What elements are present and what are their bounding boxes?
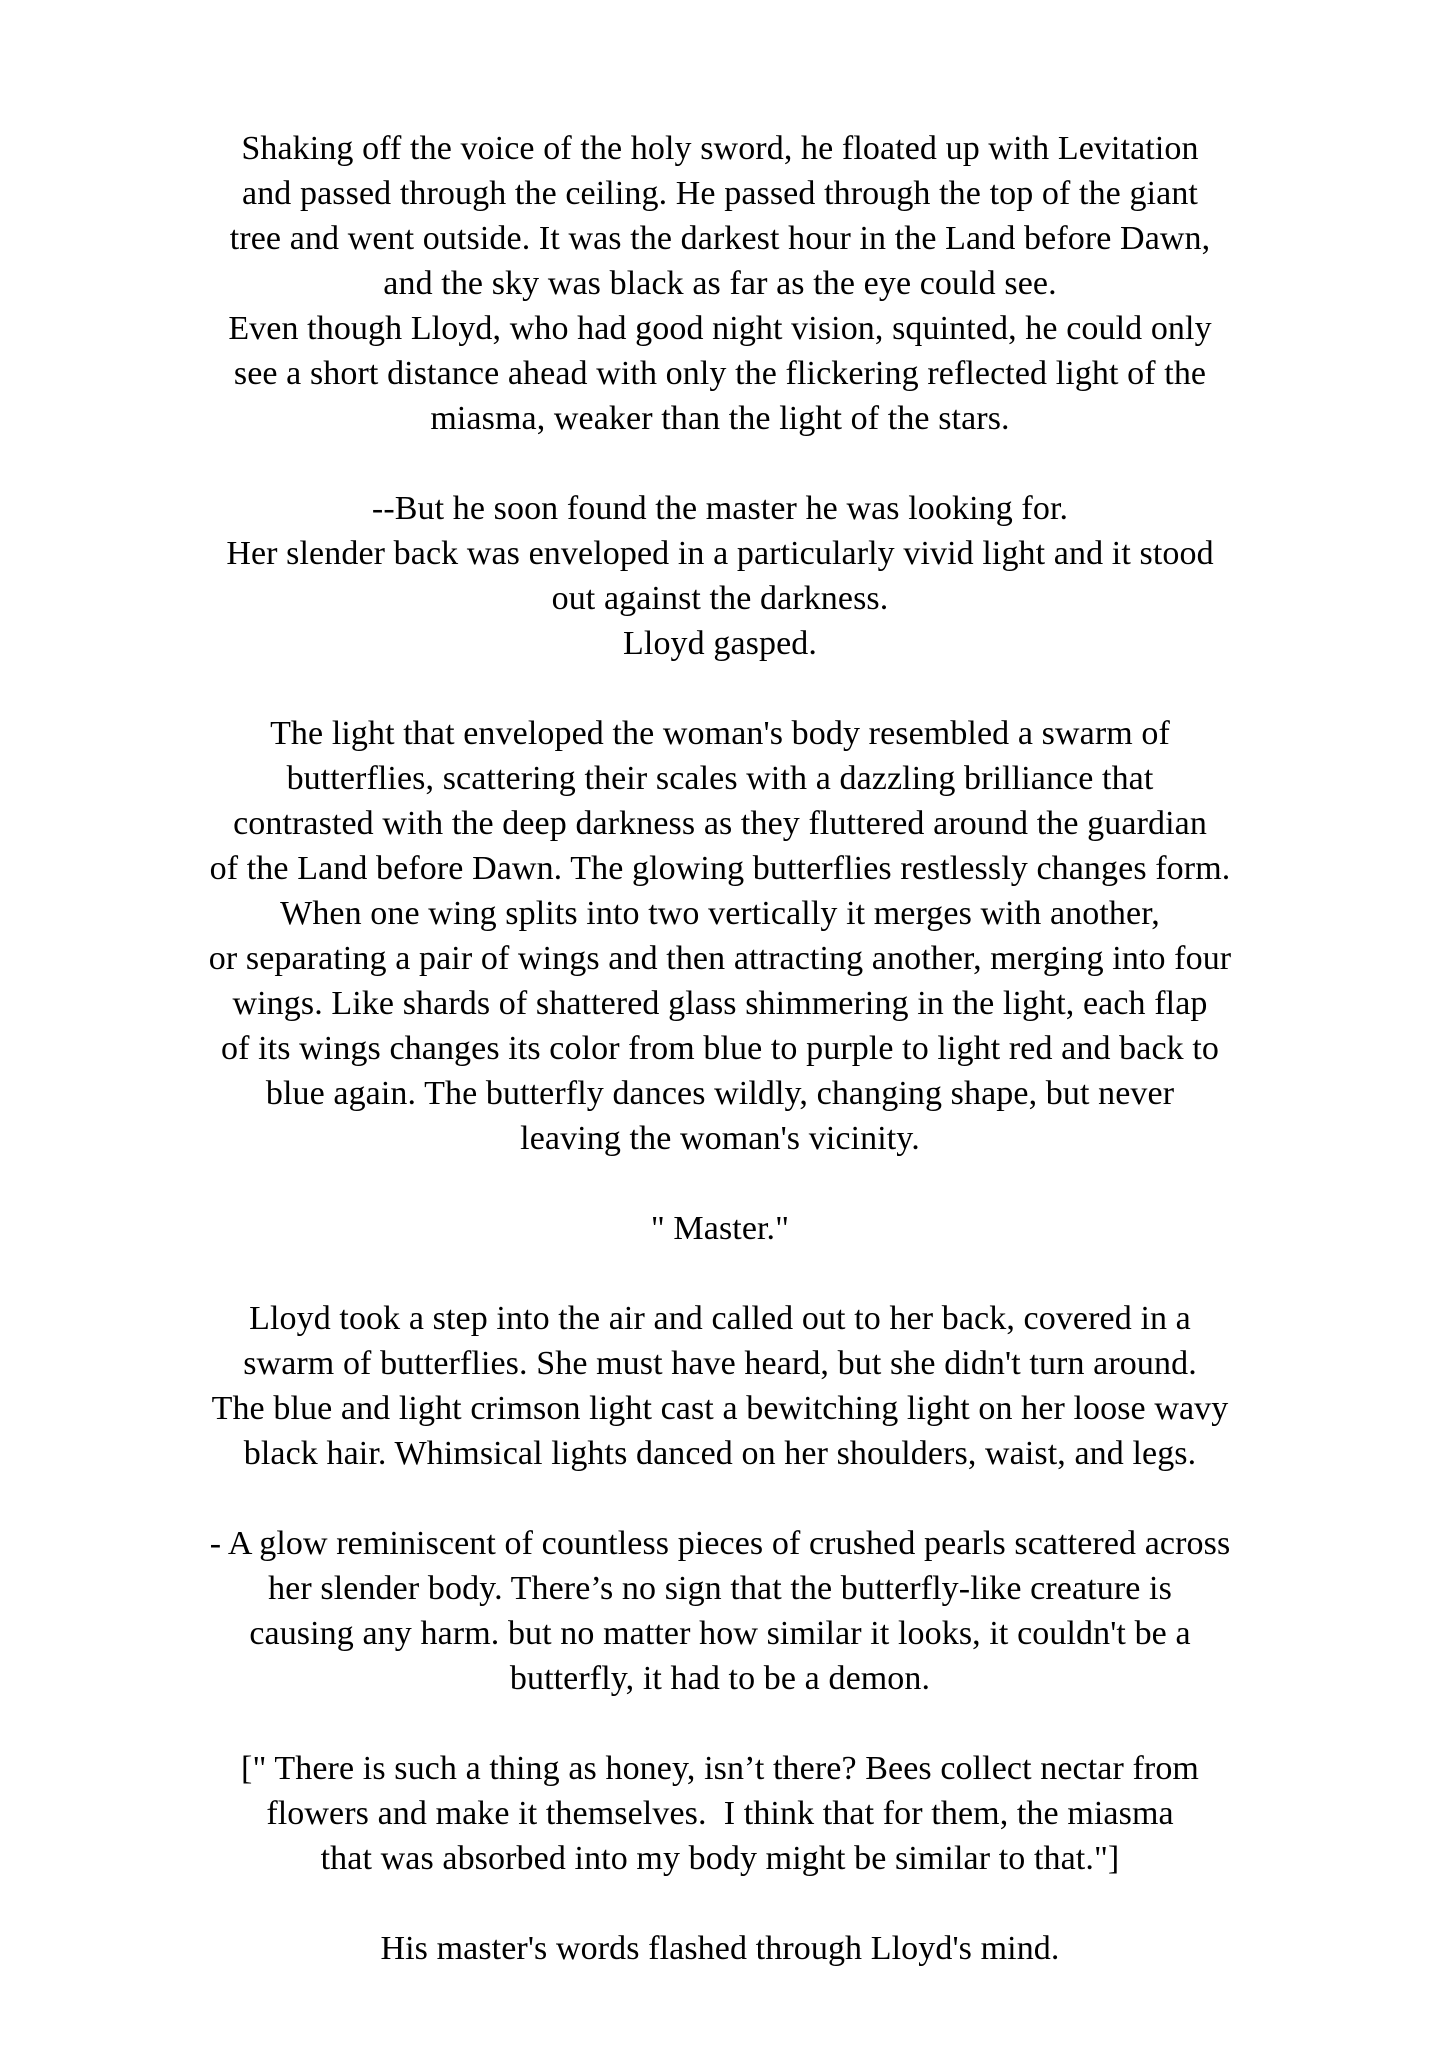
text-line: and the sky was black as far as the eye could see.: [383, 265, 1057, 302]
text-line: blue again. The butterfly dances wildly, changing shape, but never: [265, 1075, 1175, 1112]
text-line: butterflies, scattering their scales with a dazzling brilliance that: [286, 760, 1154, 797]
text-line: miasma, weaker than the light of the stars.: [430, 400, 1010, 437]
text-line: causing any harm. but no matter how similar it looks, it couldn't be a: [249, 1615, 1191, 1652]
text-line: When one wing splits into two vertically it merges with another,: [280, 895, 1160, 932]
text-line: " Master.": [650, 1210, 790, 1247]
text-line: see a short distance ahead with only the flickering reflected light of the: [233, 355, 1207, 392]
text-line: Shaking off the voice of the holy sword, he floated up with Levitation: [241, 130, 1199, 167]
paragraph: [78, 1926, 1362, 1971]
text-line: - A glow reminiscent of countless pieces of crushed pearls scattered across: [209, 1525, 1231, 1562]
text-line: or separating a pair of wings and then attracting another, merging into four: [208, 940, 1232, 977]
text-line: The blue and light crimson light cast a bewitching light on her loose wavy: [211, 1390, 1229, 1427]
paragraph: [78, 711, 1362, 1161]
text-line: tree and went outside. It was the darkest hour in the Land before Dawn,: [229, 220, 1211, 257]
paragraph: [78, 126, 1362, 441]
text-line: The light that enveloped the woman's body resembled a swarm of: [270, 715, 1170, 752]
text-line: wings. Like shards of shattered glass shimmering in the light, each flap: [232, 985, 1208, 1022]
text-line: --But he soon found the master he was looking for.: [371, 490, 1069, 527]
text-line: out against the darkness.: [551, 580, 889, 617]
text-line: Lloyd took a step into the air and called out to her back, covered in a: [249, 1300, 1191, 1337]
text-line: Her slender back was enveloped in a particularly vivid light and it stood: [226, 535, 1214, 572]
text-line: His master's words flashed through Lloyd's mind.: [380, 1930, 1060, 1967]
text-line: [" There is such a thing as honey, isn’t there? Bees collect nectar from: [241, 1750, 1199, 1787]
text-line: leaving the woman's vicinity.: [520, 1120, 920, 1157]
text-line: of its wings changes its color from blue to purple to light red and back to: [220, 1030, 1219, 1067]
paragraph: [78, 1521, 1362, 1701]
paragraph: [78, 486, 1362, 666]
text-line: her slender body. There’s no sign that the butterfly-like creature is: [268, 1570, 1172, 1607]
text-line: that was absorbed into my body might be similar to that."]: [320, 1840, 1120, 1877]
paragraph: [78, 1206, 1362, 1251]
text-line: Lloyd gasped.: [623, 625, 817, 662]
text-line: of the Land before Dawn. The glowing butterflies restlessly changes form.: [209, 850, 1231, 887]
text-line: and passed through the ceiling. He passed through the top of the giant: [242, 175, 1198, 212]
text-line: Even though Lloyd, who had good night vision, squinted, he could only: [228, 310, 1212, 347]
text-line: swarm of butterflies. She must have heard, but she didn't turn around.: [243, 1345, 1197, 1382]
text-line: contrasted with the deep darkness as they fluttered around the guardian: [233, 805, 1207, 842]
text-line: black hair. Whimsical lights danced on her shoulders, waist, and legs.: [243, 1435, 1197, 1472]
paragraph: [78, 1296, 1362, 1476]
text-line: butterfly, it had to be a demon.: [509, 1660, 931, 1697]
text-line: flowers and make it themselves. I think that for them, the miasma: [266, 1795, 1174, 1832]
paragraph: [78, 1746, 1362, 1881]
